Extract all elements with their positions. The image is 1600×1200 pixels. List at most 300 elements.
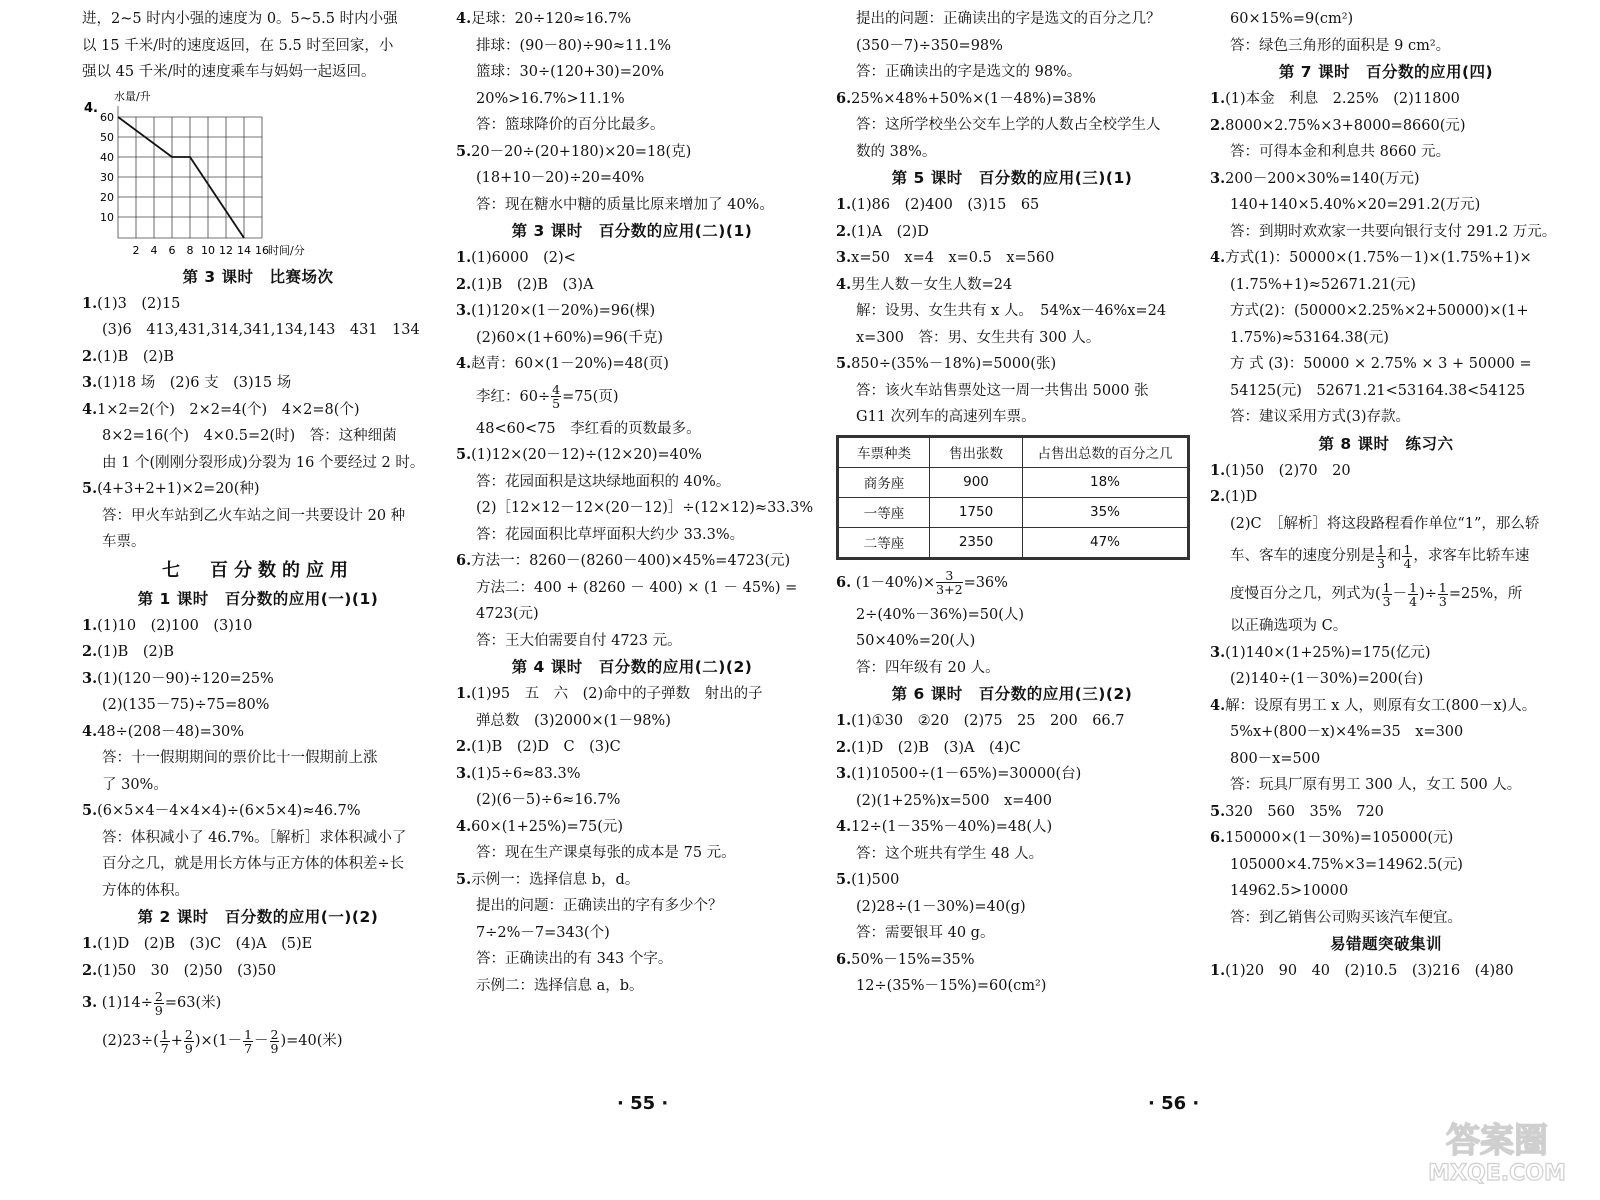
answer-line: [836, 245, 1188, 272]
answer-line: [456, 787, 808, 814]
answer-text: (1)120×(1－20%)=96(棵): [471, 303, 656, 319]
fraction-line: [82, 1022, 434, 1060]
question-number: 1.: [82, 616, 98, 634]
fraction: [551, 383, 561, 410]
text: (1)14÷: [101, 995, 153, 1011]
answer-line: [82, 529, 434, 556]
answer-text: 数的 38%。: [856, 143, 937, 160]
answer-line: [1210, 905, 1562, 932]
answer-line: [456, 33, 808, 60]
text: +: [170, 1033, 183, 1049]
answer-line: [456, 548, 808, 575]
answer-text: 25%×48%+50%×(1－48%)=38%: [851, 90, 1096, 107]
answer-line: [82, 450, 434, 477]
answer-text: 答：这个班共有学生 48 人。: [856, 845, 1044, 862]
fraction: [1438, 581, 1448, 608]
answer-line: [456, 351, 808, 378]
answer-line: [836, 325, 1188, 352]
answer-line: [82, 825, 434, 852]
question-number: 1.: [1210, 962, 1226, 979]
answer-list: [456, 416, 814, 655]
answer-text: 12÷(1－35%－40%)=48(人): [851, 819, 1053, 835]
lesson-title: 易错题突破集训: [1329, 935, 1442, 953]
lesson-title: 第 8 课时 练习六: [1318, 434, 1454, 453]
answer-line: [1210, 139, 1562, 166]
answer-text: 解：设男、女生共有 x 人。 54%x－46%x=24: [856, 303, 1167, 319]
answer-text: (1)86 (2)400 (3)15 65: [851, 197, 1040, 213]
text: =75(页): [562, 388, 619, 405]
lesson-title: 第 4 课时 百分数的应用(二)(2): [511, 658, 753, 676]
denominator: 9: [270, 1040, 279, 1056]
answer-text: 5%x+(800－x)×4%=35 x=300: [1230, 724, 1464, 740]
watermark-text: 答案圈: [1446, 1121, 1548, 1161]
answer-list: [1210, 86, 1562, 431]
question-number: 5.: [456, 142, 472, 160]
denominator: 4: [1403, 555, 1412, 571]
answer-line: [1210, 613, 1562, 640]
answer-line: [456, 893, 808, 920]
answer-text: 百分之几，就是用长方体与正方体的体积差÷长: [102, 856, 405, 872]
fraction: [1376, 543, 1386, 570]
denominator: 5: [552, 396, 561, 411]
answer-line: [836, 86, 1188, 113]
question-number: 3.: [82, 994, 98, 1011]
text: ，求客车比轿车速: [1413, 548, 1530, 564]
answer-text: (1)95 五 六 (2)命中的子弹数 射出的子: [471, 686, 763, 702]
fraction: [160, 1028, 170, 1055]
answer-text: (2)(135－75)÷75=80%: [102, 697, 270, 713]
answer-line: [456, 628, 808, 655]
denominator: 3: [1382, 593, 1391, 609]
answer-line: [836, 272, 1188, 299]
answer-text: 提出的问题：正确读出的字有多少个？: [476, 898, 723, 914]
question-number: 2.: [82, 643, 98, 660]
answer-text: 850÷(35%－18%)=5000(张): [851, 356, 1057, 372]
lesson-title: 第 5 课时 百分数的应用(三)(1): [891, 169, 1133, 187]
x-tick: 8: [186, 243, 194, 257]
answer-text: 答：甲火车站到乙火车站之间一共要设计 20 种: [102, 507, 406, 524]
chart-question-number: 4.: [84, 100, 98, 116]
answer-line: [82, 931, 434, 958]
answer-line: [456, 920, 808, 947]
answer-text: (1)A (2)D: [851, 223, 929, 240]
column-1: [82, 6, 434, 1060]
page-number: · 55 ·: [617, 1093, 669, 1114]
answer-text: 答：建议采用方式(3)存款。: [1230, 409, 1411, 425]
answer-line: [836, 298, 1188, 325]
answer-text: 弹总数 (3)2000×(1－98%): [476, 712, 671, 729]
answer-line: [82, 291, 434, 318]
answer-list: [836, 602, 1188, 682]
question-number: 1.: [836, 712, 852, 729]
table-row: [839, 497, 1188, 527]
answer-line: [82, 613, 434, 640]
column-2: [456, 6, 814, 999]
answer-line: [1210, 192, 1562, 219]
numerator: 2: [184, 1026, 193, 1042]
answer-text: (2)28÷(1－30%)=40(g): [856, 898, 1026, 915]
table-cell: 35%: [1023, 497, 1188, 527]
answer-text: (1)12×(20－12)÷(12×20)=40%: [471, 447, 702, 463]
answer-text: 12÷(35%－15%)=60(cm²): [856, 978, 1047, 994]
table-row: [839, 527, 1188, 557]
answer-line: [456, 840, 808, 867]
answer-line: [456, 272, 808, 299]
answer-text: 8×2=16(个) 4×0.5=2(时) 答：这种细菌: [102, 428, 397, 444]
watermark-logo: [1412, 1110, 1582, 1188]
question-number: 6.: [836, 950, 852, 968]
answer-line: [836, 33, 1188, 60]
answer-line: [82, 370, 434, 397]
y-tick: 60: [100, 110, 114, 124]
answer-text: (350－7)÷350=98%: [856, 37, 1003, 54]
numerator: 3: [936, 569, 962, 583]
watermark-url: MXQE.COM: [1428, 1161, 1566, 1186]
answer-text: 了 30%。: [102, 776, 168, 793]
fraction-line: [1210, 537, 1562, 575]
answer-line: [836, 788, 1188, 815]
answer-line: [456, 814, 808, 841]
answer-line: [836, 139, 1188, 166]
question-number: 1.: [456, 249, 472, 266]
answer-text: 60×15%=9(cm²): [1230, 11, 1354, 27]
answer-text: 以正确选项为 C。: [1230, 618, 1348, 634]
question-number: 6.: [456, 552, 472, 569]
answer-line: [836, 378, 1188, 405]
denominator: 7: [244, 1040, 253, 1056]
fraction: [270, 1028, 280, 1055]
answer-line: [836, 6, 1188, 33]
question-number: 2.: [1210, 116, 1226, 134]
answer-line: [836, 761, 1188, 788]
numerator: 1: [1438, 579, 1447, 595]
answer-list: [836, 192, 1188, 431]
question-number: 3.: [836, 249, 852, 266]
answer-line: [836, 867, 1188, 894]
question-number: 5.: [1210, 802, 1226, 820]
answer-line: [456, 761, 808, 788]
answer-text: (1)(120－90)÷120=25%: [97, 670, 274, 687]
y-tick: 50: [100, 130, 114, 144]
answer-line: [836, 59, 1188, 86]
answer-line: [1210, 378, 1562, 405]
question-number: 3.: [456, 302, 472, 319]
answer-line: [82, 476, 434, 503]
question-number: 5.: [82, 802, 98, 819]
answer-line: [456, 139, 808, 166]
answer-line: [836, 841, 1188, 868]
text: 李红：60÷: [476, 388, 551, 405]
answer-text: (2)［12×12－12×(20－12)］÷(12×12)≈33.3%: [476, 500, 814, 516]
answer-line: [456, 734, 808, 761]
answer-text: 方法一：8260－(8260－400)×45%=4723(元): [471, 553, 791, 569]
answer-line: [82, 798, 434, 825]
answer-text: 足球：20÷120≈16.7%: [471, 11, 632, 27]
chart-y-label: 水量/升: [114, 89, 151, 103]
answer-text: (2)140÷(1－30%)=200(台): [1230, 671, 1424, 687]
answer-text: 由 1 个(刚刚分裂形成)分裂为 16 个要经过 2 时。: [102, 454, 425, 471]
answer-text: 答：现在糖水中糖的质量比原来增加了 40%。: [476, 196, 774, 213]
answer-line: [82, 423, 434, 450]
answer-text: 54125(元) 52671.21<53164.38<54125: [1230, 382, 1526, 399]
answer-line: [82, 666, 434, 693]
answer-text: (3)6 413,431,314,341,134,143 431 134: [102, 322, 420, 338]
answer-text: (1)20 90 40 (2)10.5 (3)216 (4)80: [1225, 963, 1514, 979]
answer-text: 20－20÷(20+180)×20=18(克): [471, 143, 692, 160]
table-header-row: [839, 437, 1188, 467]
answer-line: [1210, 219, 1562, 246]
answer-text: 8000×2.75%×3+8000=8660(元): [1225, 117, 1466, 134]
text: 和: [1386, 548, 1402, 564]
answer-text: 方法二：400 + (8260 － 400) × (1 － 45%) =: [476, 579, 798, 596]
answer-line: [456, 681, 808, 708]
answer-text: 示例二：选择信息 a，b。: [476, 977, 644, 994]
numerator: 2: [154, 988, 163, 1004]
answer-text: (4+3+2+1)×2=20(种): [97, 481, 260, 497]
answer-text: (1)50 30 (2)50 (3)50: [97, 962, 277, 979]
answer-text: (1.75%+1)≈52671.21(元): [1230, 276, 1416, 293]
question-number: 1.: [82, 935, 98, 952]
answer-text: 48÷(208－48)=30%: [97, 723, 245, 740]
text: )×(1－: [194, 1033, 243, 1049]
text: (1－40%)×: [855, 574, 936, 591]
question-number: 3.: [1210, 169, 1226, 187]
answer-line: [836, 973, 1188, 1000]
question-number: 3.: [456, 764, 472, 782]
fraction-line: [1210, 575, 1562, 613]
answer-text: 60×(1+25%)=75(元): [471, 818, 624, 835]
text: －: [1392, 586, 1408, 602]
chart-data-line: [118, 117, 244, 238]
text: =36%: [963, 574, 1008, 591]
answer-line: [82, 503, 434, 530]
answer-text: (1)500: [851, 872, 900, 888]
answer-text: (18+10－20)÷20=40%: [476, 170, 645, 186]
answer-line: [82, 878, 434, 905]
table-cell: 2350: [930, 527, 1023, 557]
answer-text: (1)10 (2)100 (3)10: [97, 617, 253, 634]
answer-line: [82, 317, 434, 344]
answer-text: 答：绿色三角形的面积是 9 cm²。: [1230, 37, 1451, 54]
answer-line: [456, 298, 808, 325]
answer-text: 140+140×5.40%×20=291.2(万元): [1230, 197, 1481, 213]
answer-line: [1210, 693, 1562, 720]
answer-text: 方式(2)：(50000×2.25%×2+50000)×(1+: [1230, 303, 1529, 319]
answer-text: 4723(元): [476, 606, 539, 622]
answer-line: [1210, 878, 1562, 905]
answer-list: [1210, 458, 1562, 538]
answer-text: 答：到期时欢欢家一共要向银行支付 291.2 万元。: [1230, 223, 1557, 240]
chart-svg: [82, 86, 305, 264]
question-number: 6.: [836, 573, 852, 591]
fraction: [936, 569, 962, 596]
question-number: 4.: [82, 722, 98, 740]
question-number: 6.: [1210, 829, 1226, 846]
question-number: 6.: [836, 89, 852, 107]
table-cell: 900: [930, 467, 1023, 497]
answer-text: 答：现在生产课桌每张的成本是 75 元。: [476, 845, 736, 861]
question-number: 1.: [836, 196, 852, 213]
answer-line: [82, 639, 434, 666]
answer-text: (1)D (2)B (3)A (4)C: [851, 739, 1021, 756]
answer-text: x=300 答：男、女生共有 300 人。: [856, 329, 1101, 346]
answer-line: [456, 522, 808, 549]
y-tick: 20: [100, 190, 114, 204]
answer-text: (1)本金 利息 2.25% (2)11800: [1225, 91, 1460, 107]
table-header: 售出张数: [930, 437, 1023, 467]
table-header: 车票种类: [839, 437, 930, 467]
answer-line: [836, 655, 1188, 682]
answer-line: [1210, 852, 1562, 879]
x-tick: 10: [201, 243, 215, 257]
answer-text: 105000×4.75%×3=14962.5(元): [1230, 856, 1463, 873]
section-title: 七 百分数的应用: [162, 559, 354, 581]
question-number: 4.: [1210, 696, 1226, 714]
answer-text: 答：花园面积比草坪面积大约少 33.3%。: [476, 526, 745, 543]
answer-text: 答：可得本金和利息共 8660 元。: [1230, 144, 1451, 160]
y-tick: 10: [100, 210, 114, 224]
question-number: 3.: [1210, 643, 1226, 661]
question-number: 5.: [456, 446, 472, 463]
denominator: 9: [184, 1040, 193, 1056]
answer-line: [82, 745, 434, 772]
table-cell: 47%: [1023, 527, 1188, 557]
answer-text: 答：花园面积是这块绿地面积的 40%。: [476, 473, 731, 490]
table-cell: 商务座: [839, 467, 930, 497]
denominator: 7: [160, 1040, 169, 1056]
fraction-line: [836, 564, 1188, 602]
answer-line: [836, 947, 1188, 974]
table-cell: 18%: [1023, 467, 1188, 497]
numerator: 1: [244, 1026, 253, 1042]
answer-text: x=50 x=4 x=0.5 x=560: [851, 250, 1055, 266]
answer-text: (1)10500÷(1－65%)=30000(台): [851, 766, 1082, 782]
lesson-title: 第 3 课时 比赛场次: [182, 267, 334, 286]
numerator: 4: [552, 382, 561, 397]
answer-text: (1)140×(1+25%)=175(亿元): [1225, 644, 1431, 661]
lesson-title: 第 2 课时 百分数的应用(一)(2): [137, 908, 379, 926]
answer-text: 方式(1)：50000×(1.75%－1)×(1.75%+1)×: [1225, 250, 1532, 266]
answer-text: 答：正确读出的字是选文的 98%。: [856, 64, 1082, 80]
x-tick: 16: [255, 243, 269, 257]
fraction: [243, 1028, 253, 1055]
answer-line: [1210, 272, 1562, 299]
denominator: 3: [1438, 593, 1447, 609]
answer-text: 320 560 35% 720: [1225, 803, 1384, 820]
answer-text: 答：到乙销售公司购买该汽车便宜。: [1230, 909, 1462, 926]
column-3: [836, 6, 1188, 1000]
denominator: 9: [154, 1002, 163, 1018]
answer-text: 800－x=500: [1230, 750, 1321, 767]
answer-text: (2)60×(1+60%)=96(千克): [476, 329, 663, 346]
question-number: 2.: [836, 222, 852, 240]
answer-text: 2÷(40%－36%)=50(人): [856, 606, 1025, 623]
question-number: 4.: [456, 10, 472, 27]
answer-text: 答：王大伯需要自付 4723 元。: [476, 632, 682, 649]
answer-list: [82, 613, 434, 905]
answer-line: [836, 708, 1188, 735]
answer-line: [836, 735, 1188, 762]
answer-line: [836, 192, 1188, 219]
answer-line: [1210, 825, 1562, 852]
answer-line: [1210, 511, 1562, 538]
answer-list: [836, 6, 1188, 165]
text-line: 以 15 千米/时的速度返回，在 5.5 时至回家，小: [82, 37, 394, 54]
answer-text: 20%>16.7%>11.1%: [476, 90, 625, 107]
answer-line: [836, 404, 1188, 431]
question-number: 1.: [82, 294, 98, 312]
answer-list: [1210, 613, 1562, 931]
answer-line: [1210, 33, 1562, 60]
question-number: 2.: [1210, 488, 1226, 505]
numerator: 1: [160, 1026, 169, 1042]
denominator: 4: [1409, 593, 1418, 609]
page-number: · 56 ·: [1148, 1093, 1200, 1114]
answer-text: (1)5÷6≈83.3%: [471, 765, 581, 782]
table-header: 占售出总数的百分之几: [1023, 437, 1188, 467]
answer-line: [82, 344, 434, 371]
answer-line: [1210, 404, 1562, 431]
question-number: 3.: [836, 765, 852, 782]
chart-x-label: 时间/分: [268, 243, 305, 257]
answer-text: 解：设原有男工 x 人，则原有女工(800－x)人。: [1225, 697, 1537, 714]
answer-line: [1210, 6, 1562, 33]
question-number: 2.: [456, 738, 472, 755]
fraction: [184, 1028, 194, 1055]
question-number: 2.: [82, 961, 98, 979]
question-number: 1.: [1210, 90, 1226, 107]
intro-paragraph: [82, 6, 434, 86]
answer-list: [1210, 958, 1562, 985]
answer-line: [456, 416, 808, 443]
question-number: 2.: [82, 347, 98, 365]
question-number: 4.: [836, 275, 852, 293]
fraction: [1382, 581, 1392, 608]
question-number: 4.: [82, 400, 98, 418]
answer-line: [82, 397, 434, 424]
answer-line: [456, 6, 808, 33]
numerator: 2: [270, 1026, 279, 1042]
answer-line: [1210, 86, 1562, 113]
fraction: [154, 990, 164, 1017]
answer-line: [456, 165, 808, 192]
answer-line: [1210, 325, 1562, 352]
answer-text: G11 次列车的高速列车票。: [856, 409, 1036, 425]
fraction-line: [82, 984, 434, 1022]
answer-line: [82, 692, 434, 719]
answer-text: 车票。: [102, 534, 146, 550]
answer-list: [456, 681, 808, 999]
answer-text: 答：篮球降价的百分比最多。: [476, 117, 665, 133]
answer-text: (1)B (2)B: [97, 644, 175, 660]
question-number: 3.: [82, 374, 98, 391]
answer-list: [456, 6, 808, 218]
lesson-title: 第 3 课时 百分数的应用(二)(1): [511, 222, 753, 240]
answer-line: [1210, 958, 1562, 985]
answer-line: [836, 894, 1188, 921]
answer-text: 7÷2%－7=343(个): [476, 924, 610, 941]
question-number: 2.: [456, 275, 472, 293]
answer-text: 1.75%)≈53164.38(元): [1230, 329, 1389, 346]
answer-line: [836, 602, 1188, 629]
question-number: 5.: [456, 870, 472, 888]
question-number: 1.: [1210, 461, 1226, 479]
answer-line: [836, 628, 1188, 655]
fraction-line: [456, 378, 808, 416]
chart-grid: [118, 106, 262, 238]
answer-line: [1210, 666, 1562, 693]
answer-text: (1)B (2)B: [97, 348, 175, 365]
